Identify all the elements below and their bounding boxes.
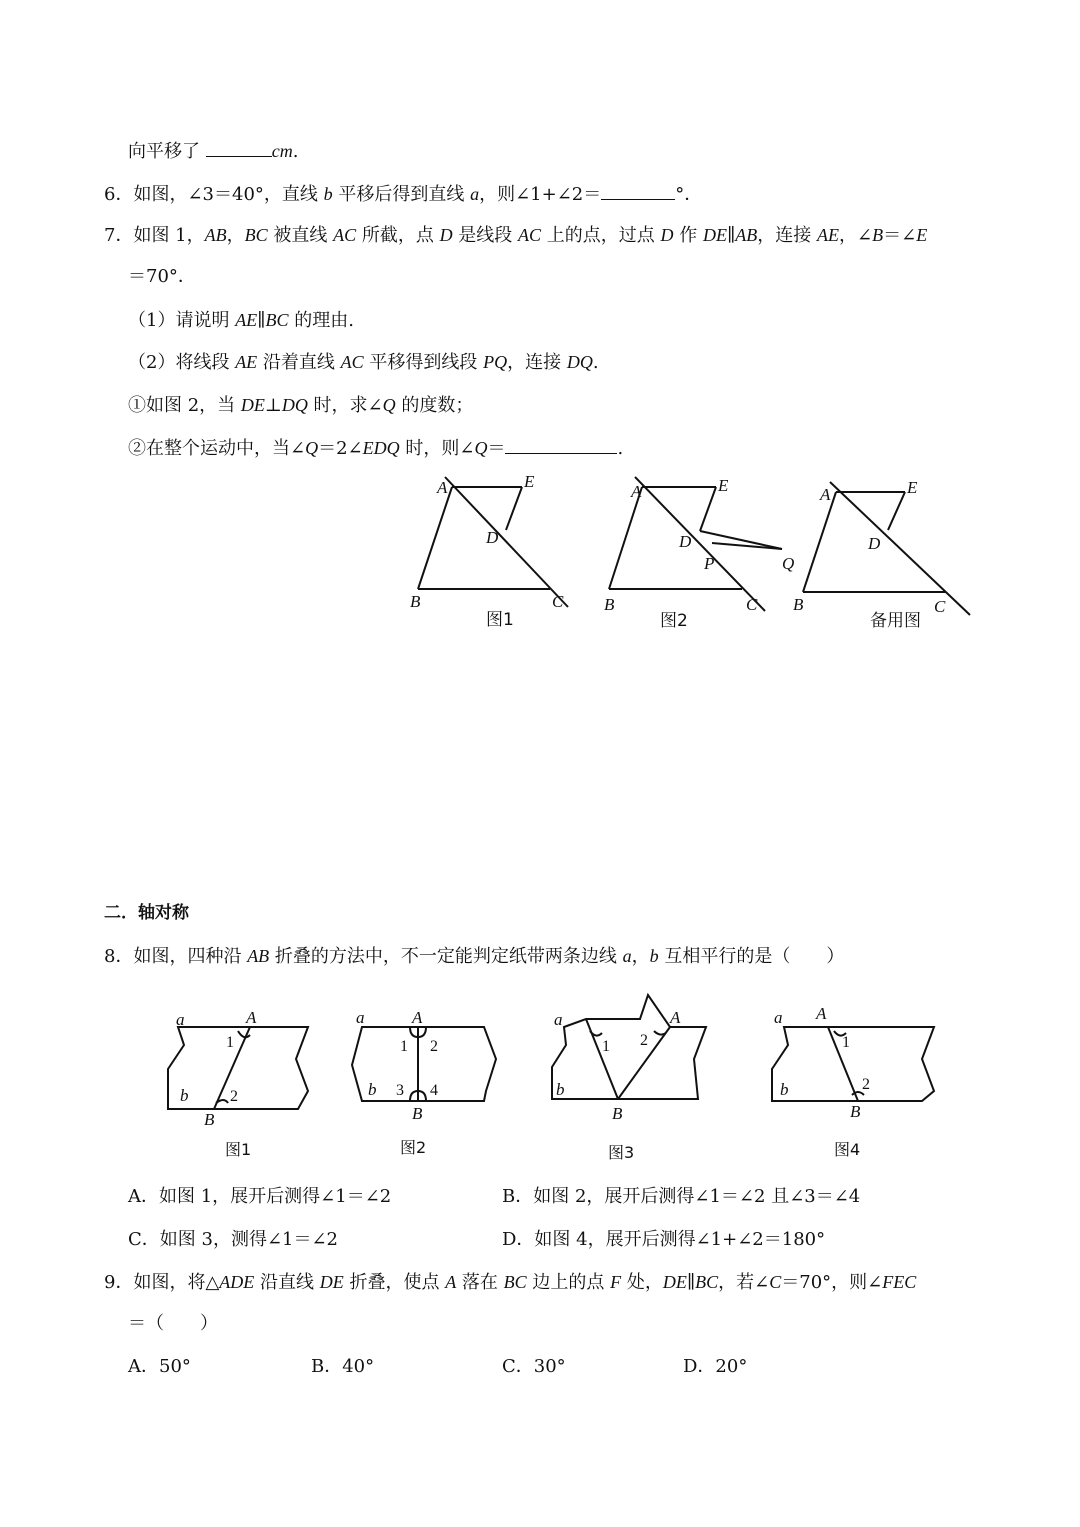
q5-unit: cm [271, 141, 293, 161]
section-2-title: 二．轴对称 [104, 903, 189, 923]
caption-figure-1: 图1 [486, 610, 514, 630]
q7-text: . [617, 438, 624, 459]
q8-option-d[interactable]: D．如图 4，展开后测得∠1+∠2＝180° [502, 1229, 826, 1250]
q7-var: DE⊥DQ [240, 395, 308, 415]
label-a: A [437, 478, 448, 497]
label-e: E [907, 478, 918, 497]
circled-two: ② [128, 438, 146, 459]
q6-answer-blank[interactable] [601, 181, 675, 200]
label-q: Q [782, 554, 795, 573]
q8-text: ， [631, 946, 650, 967]
q8-var: a [622, 946, 632, 966]
label-b: B [604, 595, 615, 614]
q8-option-a[interactable]: A．如图 1，展开后测得∠1＝∠2 [128, 1186, 392, 1207]
q7-text: 上的点，过点 [541, 225, 661, 246]
question-6 [104, 181, 702, 207]
q9-option-d[interactable]: D．20° [683, 1356, 748, 1377]
circled-one: ① [128, 395, 146, 416]
q7-text: 的度数； [395, 395, 474, 416]
q7-text: ，连接 [757, 225, 817, 246]
q9-text: 沿直线 [254, 1272, 320, 1293]
label-d: D [679, 532, 692, 551]
q9-var: C [769, 1272, 782, 1292]
label-p: P [704, 554, 715, 573]
q7-text: ＝2∠ [318, 438, 363, 459]
q7-var: PQ [483, 352, 508, 372]
q8-option-c[interactable]: C．如图 3，测得∠1＝∠2 [128, 1229, 339, 1250]
q5-continuation [128, 138, 298, 164]
q9-var: FEC [882, 1272, 917, 1292]
q8-figure-1 [168, 1027, 308, 1109]
q7-number: 7． [104, 225, 134, 246]
label-d: D [486, 528, 499, 547]
caption-figure-2: 图2 [660, 611, 688, 631]
question-7-part-1 [128, 308, 354, 333]
label-c: C [746, 595, 758, 614]
q7-var: B [872, 225, 884, 245]
q7-text: 作 [673, 225, 703, 246]
q9-text: 落在 [456, 1272, 504, 1293]
q7-var: BC [244, 225, 268, 245]
q7-text: 是线段 [452, 225, 519, 246]
q7-var: Q [382, 395, 396, 415]
angle-label-2: 2 [430, 1038, 438, 1055]
label-A: A [670, 1008, 681, 1027]
q7-text: 在整个运动中，当∠ [146, 438, 306, 459]
q8-text: 折叠的方法中，不一定能判定纸带两条边线 [269, 946, 623, 967]
q7-text: . [592, 352, 599, 373]
q7-text: 时，求∠ [307, 395, 383, 416]
label-d: D [868, 534, 881, 553]
label-c: C [552, 592, 564, 611]
q7-text: ， [226, 225, 245, 246]
question-7-case-1 [128, 393, 473, 418]
q7-text: 平移得到线段 [363, 352, 484, 373]
q7-var: Q [474, 438, 488, 458]
q5-text: 向平移了 [128, 141, 206, 162]
question-9 [104, 1270, 916, 1295]
q7-text: ＝ [487, 438, 506, 459]
q7-var: DE∥AB [702, 225, 758, 245]
q8-figures [150, 985, 950, 1165]
caption-figure-1: 图1 [225, 1140, 252, 1159]
q7-var: D [439, 225, 453, 245]
q9-text: ＝70°，则∠ [781, 1272, 883, 1293]
label-b: b [180, 1086, 189, 1105]
q5-answer-blank[interactable] [206, 138, 272, 157]
q7-text: ＝70°． [128, 266, 196, 287]
q8-number: 8． [104, 946, 134, 967]
angle-label-2: 2 [640, 1032, 648, 1049]
label-A: A [816, 1004, 827, 1023]
label-B: B [612, 1104, 623, 1123]
q5-end: . [292, 141, 299, 162]
q9-text: 边上的点 [526, 1272, 611, 1293]
q6-text: 如图，∠3＝40°，直线 [133, 184, 324, 205]
angle-label-4: 4 [430, 1082, 438, 1099]
angle-label-2: 2 [862, 1076, 870, 1093]
q9-text: 折叠，使点 [343, 1272, 446, 1293]
label-a: A [820, 485, 831, 504]
q8-text: 如图，四种沿 [133, 946, 248, 967]
q7-text: 如图 1， [133, 225, 205, 246]
angle-label-1: 1 [400, 1038, 408, 1055]
segment-ab [803, 492, 836, 592]
label-A: A [246, 1008, 257, 1027]
segment-ed [700, 487, 716, 531]
q9-var: DE∥BC [662, 1272, 719, 1292]
label-a: a [176, 1010, 185, 1029]
q7-var: Q [305, 438, 319, 458]
segment-ab [609, 487, 642, 589]
q9-var: BC [503, 1272, 527, 1292]
q9-text: ，若∠ [718, 1272, 770, 1293]
angle-label-3: 3 [396, 1082, 404, 1099]
q7-figures [400, 465, 980, 640]
q9-var: DE [319, 1272, 344, 1292]
q7-text: 被直线 [267, 225, 334, 246]
segment-ed [506, 487, 522, 530]
question-8 [104, 944, 844, 969]
caption-figure-4: 图4 [834, 1140, 861, 1159]
q7-var: D [660, 225, 674, 245]
q9-var: A [445, 1272, 457, 1292]
label-e: E [718, 476, 729, 495]
segment-ed [888, 492, 905, 530]
q9-option-b[interactable]: B．40° [311, 1356, 375, 1377]
label-b: b [556, 1080, 565, 1099]
q7-text: 时，则∠ [399, 438, 475, 459]
question-9-line-2: ＝（ ） [128, 1313, 218, 1334]
q8-var: AB [247, 946, 270, 966]
label-B: B [850, 1102, 861, 1121]
line-ac [445, 477, 568, 607]
q8-figure-4 [772, 1027, 934, 1101]
q7-text: 所截，点 [356, 225, 440, 246]
label-a: a [356, 1008, 365, 1027]
q8-var: b [649, 946, 659, 966]
label-e: E [524, 472, 535, 491]
q9-text: 如图，将△ [133, 1272, 220, 1293]
caption-figure-2: 图2 [400, 1138, 427, 1157]
label-a: a [554, 1010, 563, 1029]
question-7-line-1 [104, 223, 927, 248]
q6-var-a: a [470, 184, 480, 204]
angle-label-1: 1 [842, 1034, 850, 1051]
q6-text: ，则∠1+∠2＝ [479, 184, 602, 205]
q7-text: ，∠ [839, 225, 873, 246]
label-b: B [793, 595, 804, 614]
q9-var: ADE [219, 1272, 255, 1292]
paper-strip [168, 1027, 308, 1109]
question-7-line-2 [128, 265, 196, 289]
label-c: C [934, 597, 946, 616]
question-7-case-2 [128, 435, 623, 461]
q7-text: ，连接 [507, 352, 567, 373]
label-a: a [774, 1008, 783, 1027]
q7-answer-blank[interactable] [505, 435, 617, 454]
question-7-part-2 [128, 350, 599, 375]
q6-number: 6． [104, 184, 134, 205]
q9-text: 处， [621, 1272, 663, 1293]
q6-var-b: b [323, 184, 333, 204]
caption-spare-figure: 备用图 [870, 611, 921, 631]
angle-label-1: 1 [602, 1038, 610, 1055]
q7-var: AC [333, 225, 357, 245]
q6-text: 平移后得到直线 [332, 184, 471, 205]
label-b: B [410, 592, 421, 611]
segment-ab [418, 487, 452, 589]
caption-figure-3: 图3 [608, 1143, 635, 1162]
q9-option-c[interactable]: C．30° [502, 1356, 566, 1377]
label-B: B [412, 1104, 423, 1123]
q8-text: 互相平行的是（ ） [658, 946, 845, 967]
label-b: b [780, 1080, 789, 1099]
q7-var: DQ [566, 352, 593, 372]
q7-var: AB [204, 225, 227, 245]
q9-var: F [610, 1272, 622, 1292]
q7-text: （2）将线段 [128, 352, 236, 373]
q8-figure-3 [552, 995, 706, 1099]
q7-var: AE [817, 225, 839, 245]
label-b: b [368, 1080, 377, 1099]
q7-text: 的理由. [288, 310, 354, 331]
q7-var: AE∥BC [235, 310, 289, 330]
q7-text: （1）请说明 [128, 310, 236, 331]
q7-var: AE [235, 352, 258, 372]
label-A: A [412, 1008, 423, 1027]
q6-text: °． [675, 184, 703, 205]
q7-var: E [916, 225, 928, 245]
q7-var: EDQ [362, 438, 400, 458]
q9-option-a[interactable]: A．50° [128, 1356, 191, 1377]
angle-label-1: 1 [226, 1034, 234, 1051]
q7-var: AC [518, 225, 542, 245]
angle-label-2: 2 [230, 1088, 238, 1105]
q7-text: 沿着直线 [257, 352, 341, 373]
q7-text: 如图 2，当 [146, 395, 241, 416]
label-a: A [631, 482, 642, 501]
q8-option-b[interactable]: B．如图 2，展开后测得∠1＝∠2 且∠3＝∠4 [502, 1186, 861, 1207]
label-B: B [204, 1110, 215, 1129]
angle-2-arc [654, 1031, 666, 1035]
q7-var: AC [340, 352, 364, 372]
line-ac [635, 477, 765, 611]
q7-text: ＝∠ [883, 225, 917, 246]
q9-number: 9． [104, 1272, 134, 1293]
